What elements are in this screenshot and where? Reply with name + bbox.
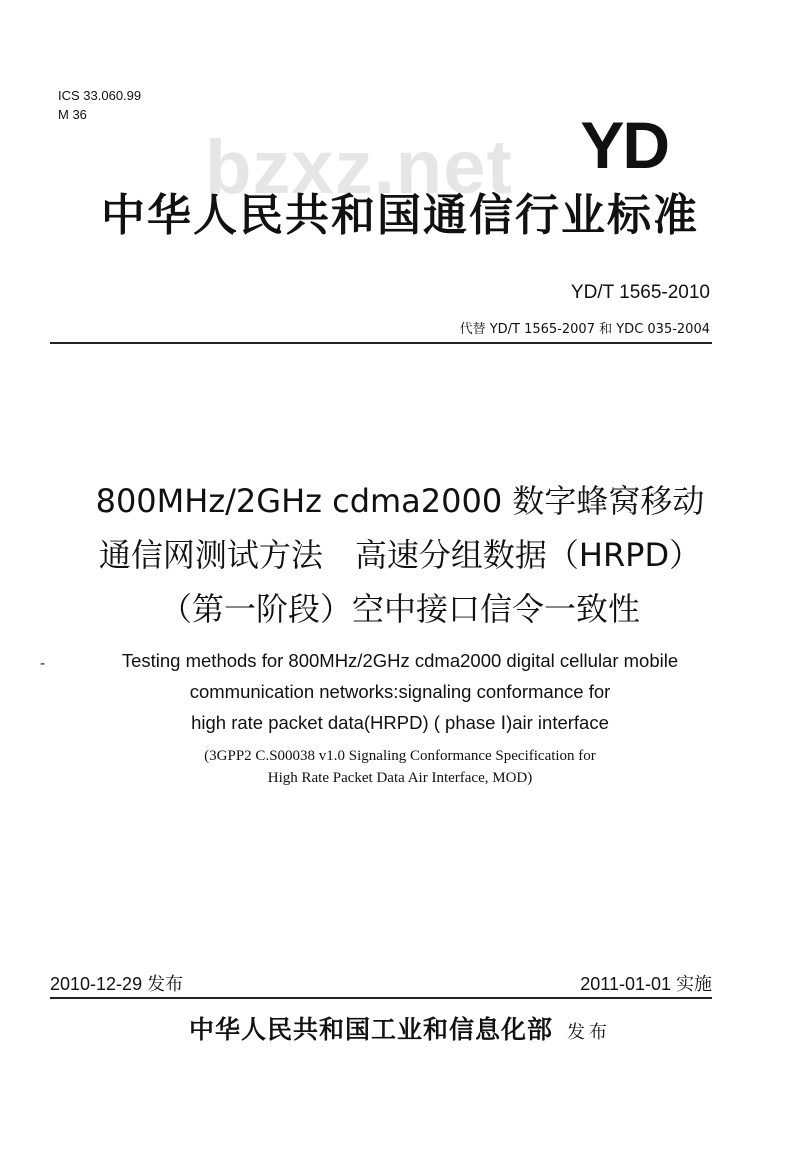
- classification-code: M 36: [58, 107, 87, 122]
- chinese-title: [0, 474, 800, 636]
- footer-divider: [50, 997, 712, 999]
- standard-number: YD/T 1565-2010: [570, 282, 710, 303]
- yd-logo: YD: [580, 108, 668, 182]
- ics-code: ICS 33.060.99: [58, 88, 142, 103]
- issuer-block: [0, 1010, 800, 1046]
- english-title-line: communication networks:signaling conformance for: [189, 681, 611, 702]
- issuer-name: 中华人民共和国工业和信息化部: [188, 1015, 553, 1044]
- english-title: [0, 645, 800, 738]
- issue-date: 2010-12-29 发布: [50, 974, 184, 994]
- english-title-line: high rate packet data(HRPD) ( phase Ⅰ)air interface: [191, 712, 609, 733]
- watermark: bzxz.net: [205, 125, 513, 210]
- english-title-line: Testing methods for 800MHz/2GHz cdma2000 digital cellular mobile: [121, 650, 679, 671]
- replaces-standards: 代替 YD/T 1565-2007 和 YDC 035-2004: [459, 322, 710, 337]
- issuer-action: 发布: [567, 1022, 611, 1043]
- implementation-date: 2011-01-01 实施: [580, 974, 712, 994]
- reference-specification: [0, 745, 800, 789]
- chinese-title-line: 800MHz/2GHz cdma2000 数字蜂窝移动: [95, 482, 705, 520]
- reference-line: High Rate Packet Data Air Interface, MOD): [267, 770, 533, 786]
- header-divider: [50, 342, 712, 344]
- standard-type-title: 中华人民共和国通信行业标准: [101, 190, 699, 241]
- chinese-title-line: 通信网测试方法 高速分组数据（HRPD）: [98, 536, 702, 574]
- chinese-title-line: （第一阶段）空中接口信令一致性: [159, 590, 640, 628]
- margin-mark: -: [40, 656, 46, 672]
- reference-line: (3GPP2 C.S00038 v1.0 Signaling Conformance Specification for: [204, 748, 596, 764]
